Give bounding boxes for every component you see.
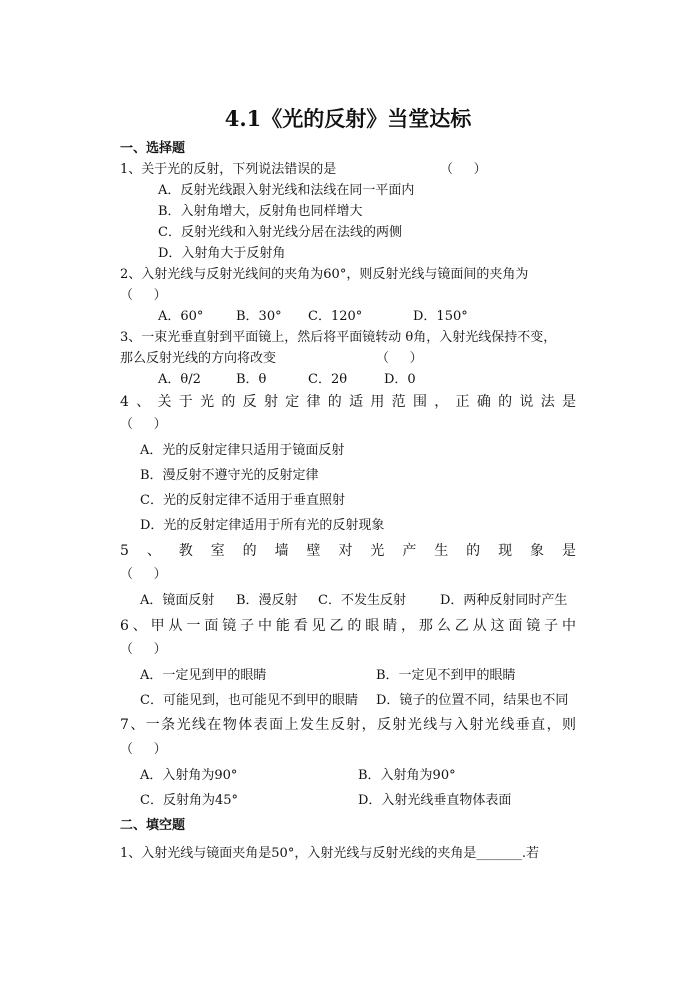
question-2-option-d: D．150°	[413, 309, 468, 324]
question-5-option-b: B．漫反射	[236, 593, 298, 608]
question-3-stem-line-2: 那么反射光线的方向将改变	[120, 351, 277, 366]
question-4-option-b: B．漫反射不遵守光的反射定律	[140, 468, 319, 483]
question-1-option-b: B．入射角增大，反射角也同样增大	[158, 204, 363, 219]
question-3-option-d: D．0	[384, 372, 416, 387]
question-3-option-a: A．θ/2	[158, 372, 201, 387]
question-2-answer-paren: （ ）	[120, 288, 167, 303]
question-6-answer-paren: （ ）	[120, 642, 167, 657]
question-6-option-b: B．一定见不到甲的眼睛	[376, 668, 516, 683]
question-4-stem: 4、关于光的反射定律的适用范围，正确的说法是	[120, 394, 576, 410]
question-1-option-a: A．反射光线跟入射光线和法线在同一平面内	[158, 183, 415, 198]
question-6-stem: 6、甲从一面镜子中能看见乙的眼睛，那么乙从这面镜子中	[120, 618, 576, 634]
question-7-stem: 7、一条光线在物体表面上发生反射，反射光线与入射光线垂直，则	[120, 717, 576, 733]
question-5-answer-paren: （ ）	[120, 567, 167, 582]
question-2-option-b: B．30°	[236, 309, 282, 324]
question-4-option-c: C．光的反射定律不适用于垂直照射	[140, 493, 345, 508]
question-3-stem-line-1: 3、一束光垂直射到平面镜上，然后将平面镜转动 θ角，入射光线保持不变，	[120, 330, 557, 345]
question-7-option-a: A．入射角为90°	[140, 768, 238, 783]
question-1-option-d: D．入射角大于反射角	[158, 246, 286, 261]
question-1-option-c: C．反射光线和入射光线分居在法线的两侧	[158, 225, 402, 240]
question-6-option-a: A．一定见到甲的眼睛	[140, 668, 267, 683]
question-4-option-d: D．光的反射定律适用于所有光的反射现象	[140, 518, 385, 533]
question-3-option-c: C．2θ	[308, 372, 348, 387]
question-7-option-b: B．入射角为90°	[358, 768, 456, 783]
question-2-stem: 2、入射光线与反射光线间的夹角为60°，则反射光线与镜面间的夹角为	[120, 267, 529, 282]
question-5-option-c: C．不发生反射	[318, 593, 406, 608]
question-2-option-c: C．120°	[308, 309, 363, 324]
fill-question-1-stem: 1、入射光线与镜面夹角是50°，入射光线与反射光线的夹角是_______.若	[120, 846, 539, 861]
question-6-option-c: C．可能见到，也可能见不到甲的眼睛	[140, 693, 358, 708]
question-4-answer-paren: （ ）	[120, 417, 167, 432]
question-7-option-c: C．反射角为45°	[140, 793, 238, 808]
question-4-option-a: A．光的反射定律只适用于镜面反射	[140, 443, 345, 458]
question-5-option-a: A．镜面反射	[140, 593, 215, 608]
section-heading-choice: 一、选择题	[120, 141, 186, 156]
question-5-option-d: D．两种反射同时产生	[440, 593, 568, 608]
section-heading-fill: 二、填空题	[120, 818, 186, 833]
question-7-option-d: D．入射光线垂直物体表面	[358, 793, 512, 808]
question-1-stem: 1、关于光的反射，下列说法错误的是	[120, 162, 337, 177]
question-1-answer-paren: （ ）	[440, 162, 487, 177]
question-3-option-b: B．θ	[236, 372, 267, 387]
question-7-answer-paren: （ ）	[120, 742, 167, 757]
question-6-option-d: D．镜子的位置不同，结果也不同	[376, 693, 569, 708]
question-2-option-a: A．60°	[158, 309, 204, 324]
question-5-stem: 5、教室的墙壁对光产生的现象是	[120, 543, 576, 559]
page-title: 4.1《光的反射》当堂达标	[224, 106, 472, 131]
question-3-answer-paren: （ ）	[376, 351, 423, 366]
